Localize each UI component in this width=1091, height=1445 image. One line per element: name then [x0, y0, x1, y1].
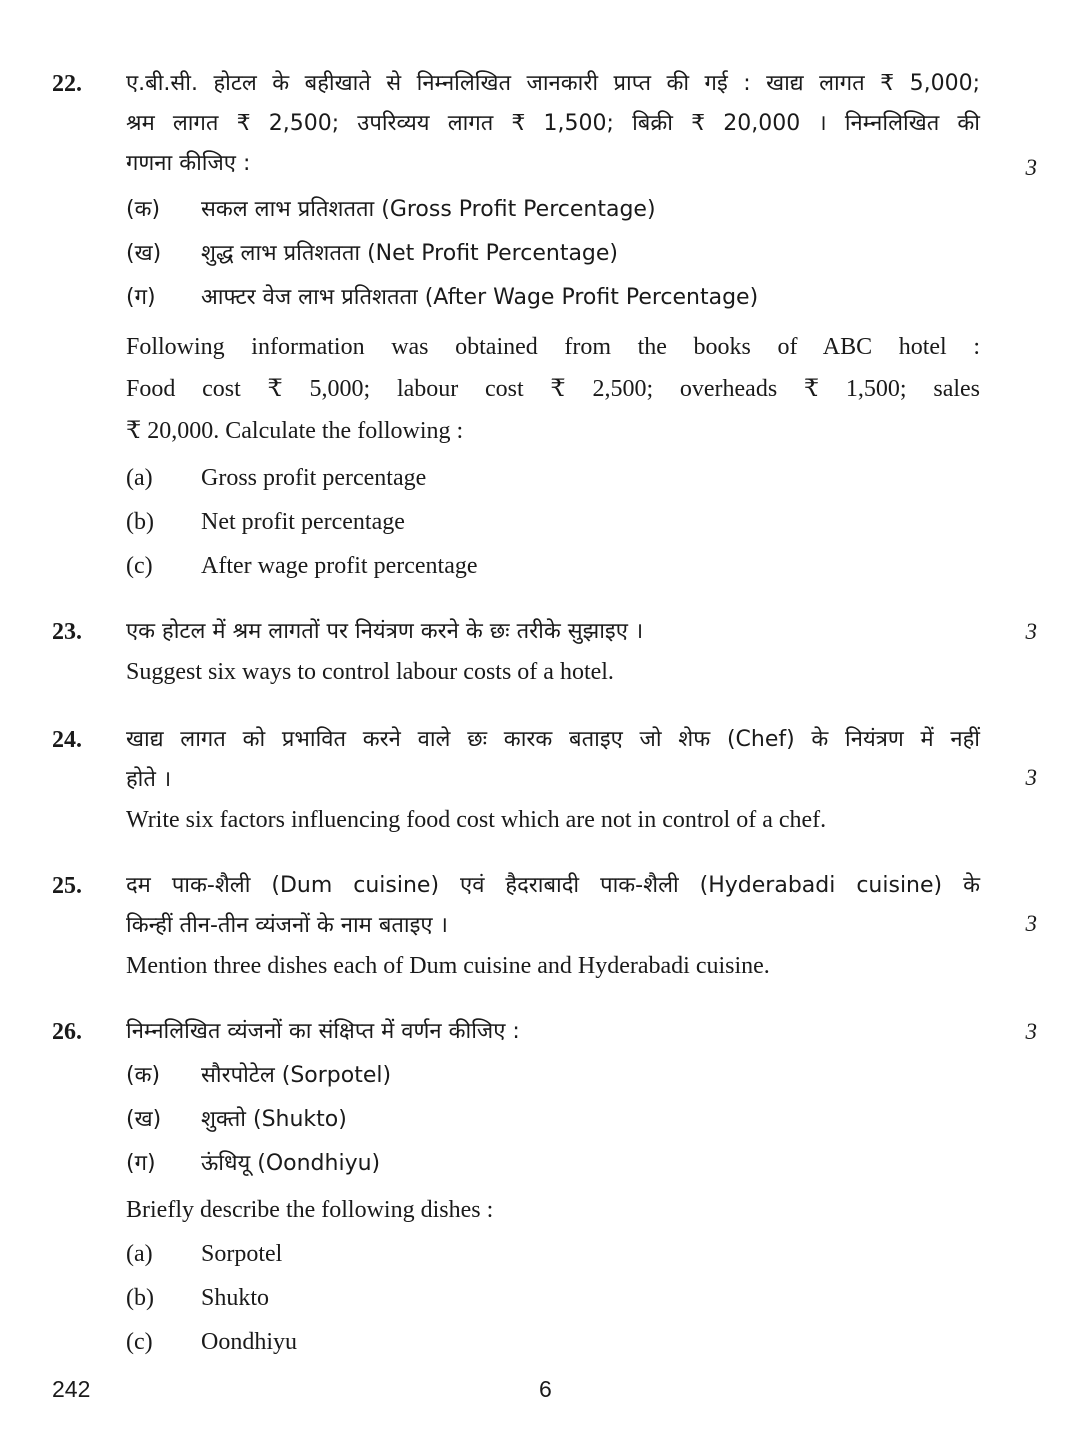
- english-text-line: Suggest six ways to control labour costs of a hotel.: [126, 659, 614, 685]
- hindi-text-line: खाद्य लागत को प्रभावित करने वाले छः कारक बताइए जो शेफ (Chef) के नियंत्रण में नहीं: [126, 727, 980, 752]
- option-text: शुद्ध लाभ प्रतिशतता (Net Profit Percentage): [201, 241, 619, 266]
- option-label: (c): [126, 553, 153, 579]
- option-label: (क): [126, 1063, 161, 1088]
- question-26: [52, 1012, 1037, 1362]
- option-label: (ग): [126, 285, 156, 310]
- option-text: Net profit percentage: [201, 509, 405, 535]
- option-label: (क): [126, 197, 161, 222]
- marks-label: 3: [1025, 619, 1037, 644]
- option-label: (a): [126, 1241, 153, 1267]
- option-text: Gross profit percentage: [201, 465, 427, 491]
- hindi-text-line: किन्हीं तीन-तीन व्यंजनों के नाम बताइए ।: [126, 913, 448, 938]
- option-item: [126, 188, 980, 232]
- question-number: 24.: [52, 727, 82, 753]
- option-label: (ग): [126, 1151, 156, 1176]
- english-text-line: Mention three dishes each of Dum cuisine and Hyderabadi cuisine.: [126, 953, 770, 979]
- option-item: [126, 1320, 980, 1364]
- marks-label: 3: [1025, 1019, 1037, 1044]
- option-text: Shukto: [201, 1285, 270, 1311]
- option-item: [126, 456, 980, 500]
- english-text-line: ₹ 20,000. Calculate the following :: [126, 418, 464, 444]
- question-24: [52, 720, 1037, 840]
- option-text: सकल लाभ प्रतिशतता (Gross Profit Percentage): [201, 197, 656, 222]
- question-23: [52, 612, 1037, 692]
- question-number: 25.: [52, 873, 82, 899]
- hindi-text-line: दम पाक-शैली (Dum cuisine) एवं हैदराबादी पाक-शैली (Hyderabadi cuisine) के: [126, 873, 980, 898]
- option-item: [126, 500, 980, 544]
- english-text-line: Write six factors influencing food cost which are not in control of a chef.: [126, 807, 827, 833]
- option-text: सौरपोटेल (Sorpotel): [201, 1063, 392, 1088]
- option-label: (b): [126, 1285, 154, 1311]
- option-label: (ख): [126, 1107, 162, 1132]
- english-text-line: Following information was obtained from the books of ABC hotel :: [126, 334, 980, 360]
- option-item: [126, 1276, 980, 1320]
- question-number: 26.: [52, 1019, 82, 1045]
- english-text-line: Food cost ₹ 5,000; labour cost ₹ 2,500; overheads ₹ 1,500; sales: [126, 376, 980, 402]
- option-text: आफ्टर वेज लाभ प्रतिशतता (After Wage Profit Percentage): [201, 285, 759, 310]
- hindi-text-line: निम्नलिखित व्यंजनों का संक्षिप्त में वर्णन कीजिए :: [126, 1019, 520, 1044]
- option-item: [126, 1098, 980, 1142]
- question-number: 22.: [52, 71, 82, 97]
- option-item: [126, 1232, 980, 1276]
- question-number: 23.: [52, 619, 82, 645]
- hindi-text-line: ए.बी.सी. होटल के बहीखाते से निम्नलिखित जानकारी प्राप्त की गई : खाद्य लागत ₹ 5,000;: [126, 71, 980, 96]
- option-text: शुक्तो (Shukto): [201, 1107, 347, 1132]
- option-text: After wage profit percentage: [201, 553, 478, 579]
- option-item: [126, 544, 980, 588]
- option-label: (ख): [126, 241, 162, 266]
- hindi-text-line: होते ।: [126, 767, 172, 792]
- option-item: [126, 1054, 980, 1098]
- option-item: [126, 1142, 980, 1186]
- hindi-text-line: श्रम लागत ₹ 2,500; उपरिव्यय लागत ₹ 1,500; बिक्री ₹ 20,000 । निम्नलिखित की: [126, 111, 980, 136]
- hindi-text-line: एक होटल में श्रम लागतों पर नियंत्रण करने के छः तरीके सुझाइए ।: [126, 619, 644, 644]
- english-text-line: Briefly describe the following dishes :: [126, 1197, 494, 1223]
- paper-code: 242: [52, 1376, 91, 1402]
- hindi-text-line: गणना कीजिए :: [126, 151, 251, 176]
- marks-label: 3: [1025, 155, 1037, 180]
- option-item: [126, 232, 980, 276]
- option-text: ऊंधियू (Oondhiyu): [201, 1151, 381, 1176]
- option-text: Oondhiyu: [201, 1329, 297, 1355]
- question-22: [52, 64, 1037, 584]
- marks-label: 3: [1025, 765, 1037, 790]
- option-item: [126, 276, 980, 320]
- option-label: (b): [126, 509, 154, 535]
- question-25: [52, 866, 1037, 986]
- page-number: 6: [539, 1376, 552, 1402]
- marks-label: 3: [1025, 911, 1037, 936]
- option-label: (c): [126, 1329, 153, 1355]
- option-text: Sorpotel: [201, 1241, 283, 1267]
- option-label: (a): [126, 465, 153, 491]
